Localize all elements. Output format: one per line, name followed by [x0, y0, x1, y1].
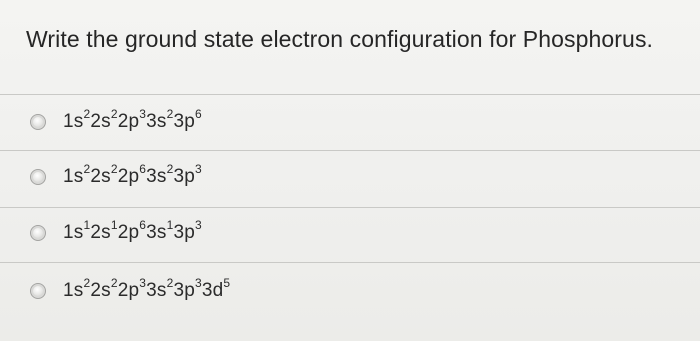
orbital-term: 1s [63, 280, 84, 301]
electron-count: 2 [166, 162, 174, 176]
orbital-term: 1s [63, 111, 84, 132]
electron-count: 3 [195, 162, 202, 176]
orbital-term: 3p [173, 222, 195, 243]
orbital-term: 3s [146, 280, 167, 301]
orbital-term: 3p [173, 166, 195, 187]
divider [0, 262, 700, 263]
answer-option-1[interactable] [30, 107, 202, 137]
electron-count: 6 [139, 218, 147, 232]
question-text: Write the ground state electron configuration for Phosphorus. [26, 26, 654, 52]
electron-count: 2 [166, 107, 174, 121]
answer-option-text [63, 162, 202, 188]
divider [0, 207, 700, 208]
electron-count: 1 [83, 218, 91, 232]
orbital-term: 3s [146, 111, 167, 132]
answer-option-text [63, 276, 231, 302]
divider [0, 94, 700, 95]
orbital-term: 2s [90, 280, 111, 301]
orbital-term: 3p [173, 280, 195, 301]
answer-option-4[interactable] [30, 276, 230, 306]
electron-count: 6 [195, 107, 202, 121]
electron-count: 1 [110, 218, 118, 232]
orbital-term: 2p [117, 166, 140, 187]
electron-count: 2 [110, 107, 118, 121]
electron-count: 3 [195, 218, 202, 232]
orbital-term: 2p [117, 111, 140, 132]
orbital-term: 3s [146, 166, 167, 187]
electron-count: 2 [110, 162, 118, 176]
electron-count: 2 [110, 276, 118, 290]
radio-button-unselected-icon[interactable] [30, 225, 46, 241]
answer-option-text [63, 107, 202, 133]
electron-count: 5 [223, 276, 231, 290]
electron-count: 2 [83, 107, 91, 121]
orbital-term: 2s [90, 111, 111, 132]
orbital-term: 1s [63, 166, 84, 187]
orbital-term: 3s [146, 222, 167, 243]
electron-count: 2 [166, 276, 174, 290]
electron-count: 6 [139, 162, 147, 176]
electron-count: 2 [83, 276, 91, 290]
orbital-term: 3d [201, 280, 224, 301]
electron-count: 3 [139, 276, 147, 290]
radio-button-unselected-icon[interactable] [30, 283, 46, 299]
orbital-term: 1s [63, 222, 84, 243]
radio-button-unselected-icon[interactable] [30, 114, 46, 130]
electron-count: 1 [166, 218, 174, 232]
orbital-term: 2p [117, 280, 140, 301]
answer-option-text [63, 218, 202, 244]
radio-button-unselected-icon[interactable] [30, 169, 46, 185]
orbital-term: 2p [117, 222, 140, 243]
answer-option-2[interactable] [30, 162, 202, 192]
orbital-term: 2s [90, 222, 111, 243]
answer-option-3[interactable] [30, 218, 202, 248]
orbital-term: 3p [173, 111, 195, 132]
electron-count: 3 [139, 107, 147, 121]
orbital-term: 2s [90, 166, 111, 187]
divider [0, 150, 700, 151]
electron-count: 2 [83, 162, 91, 176]
electron-count: 3 [195, 276, 202, 290]
